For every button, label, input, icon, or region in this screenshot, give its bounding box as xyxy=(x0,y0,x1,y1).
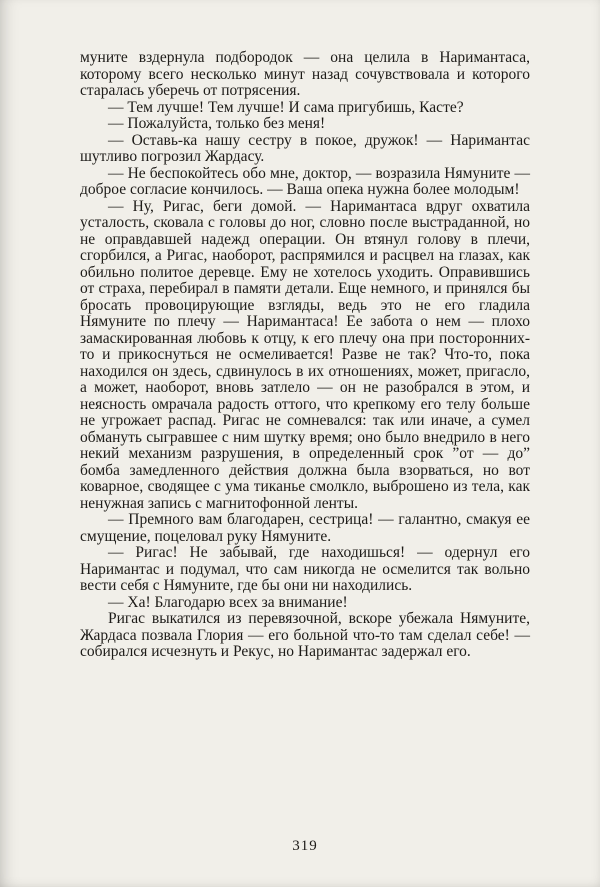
paragraph: муните вздернула подбородок — она целила в Наримантаса, которому всего несколько минут назад сочувствовала и которого старалась уберечь от потрясения. xyxy=(80,49,530,99)
paragraph: — Премного вам благодарен, сестрица! — галантно, смакуя ее смущение, поцеловал руку Нямуните. xyxy=(80,511,530,545)
paragraph: Ригас выкатился из перевязочной, вскоре убежала Нямуните, Жардаса позвала Глория — его больной что-то там сделал себе! — собирался исчезнуть и Рекус, но Наримантас задержал его. xyxy=(80,610,530,660)
paragraph: — Ха! Благодарю всех за внимание! xyxy=(108,593,348,611)
paragraph: — Ригас! Не забывай, где находишься! — одернул его Наримантас и подумал, что сам никогда не осмелится так вольно вести себя с Нямуните, где бы они ни находились. xyxy=(80,544,530,594)
paragraph: — Ну, Ригас, беги домой. — Наримантаса вдруг охватила усталость, сковала с головы до ног, словно после выстраданной, но не оправдавшей надежд операции. Он втянул голову в плечи, сгорбился, а Ригас, наоборот, распрямился и расцвел на глазах, как обильно политое деревце. Ему не хотелось уходить. Оправившись от страха, перебирал в памяти детали. Еще немного, и принялся бы бросать провоцирующие взгляды, ведь это не его гладила Нямуните по плечу — Наримантаса! Ее забота о нем — плохо замаскированная любовь к отцу, к его плечу она при посторонних-то и прикоснуться не осмеливается! Разве не так? Что-то, пока находился он здесь, сдвинулось в их отношениях, может, пригасло, а может, наоборот, вновь затлело — он не разобрался в этом, и неясность омрачала радость оттого, что крепкому его телу больше не угрожает распад. Ригас не сомневался: так или иначе, а сумел обмануть сыгравшее с ним шутку время; оно было внедрило в него некий механизм разрушения, в определенный срок ”от — до” бомба замедленного действия должна была взорваться, но вот коварное, сводящее с ума тиканье смолкло, выброшено из тела, как ненужная запись с магнитофонной ленты. xyxy=(80,197,530,512)
paragraph: — Оставь-ка нашу сестру в покое, дружок! — Наримантас шутливо погрозил Жардасу. xyxy=(80,131,530,165)
page-text xyxy=(80,50,530,661)
paragraph: — Пожалуйста, только без меня! xyxy=(108,115,326,132)
paragraph: — Тем лучше! Тем лучше! И сама пригубишь, Касте? xyxy=(108,98,464,116)
paragraph: — Не беспокойтесь обо мне, доктор, — возразила Нямуните — доброе согласие кончилось. — Ваша опека нужна более молодым! xyxy=(80,164,530,198)
page-number: 319 xyxy=(292,838,318,854)
